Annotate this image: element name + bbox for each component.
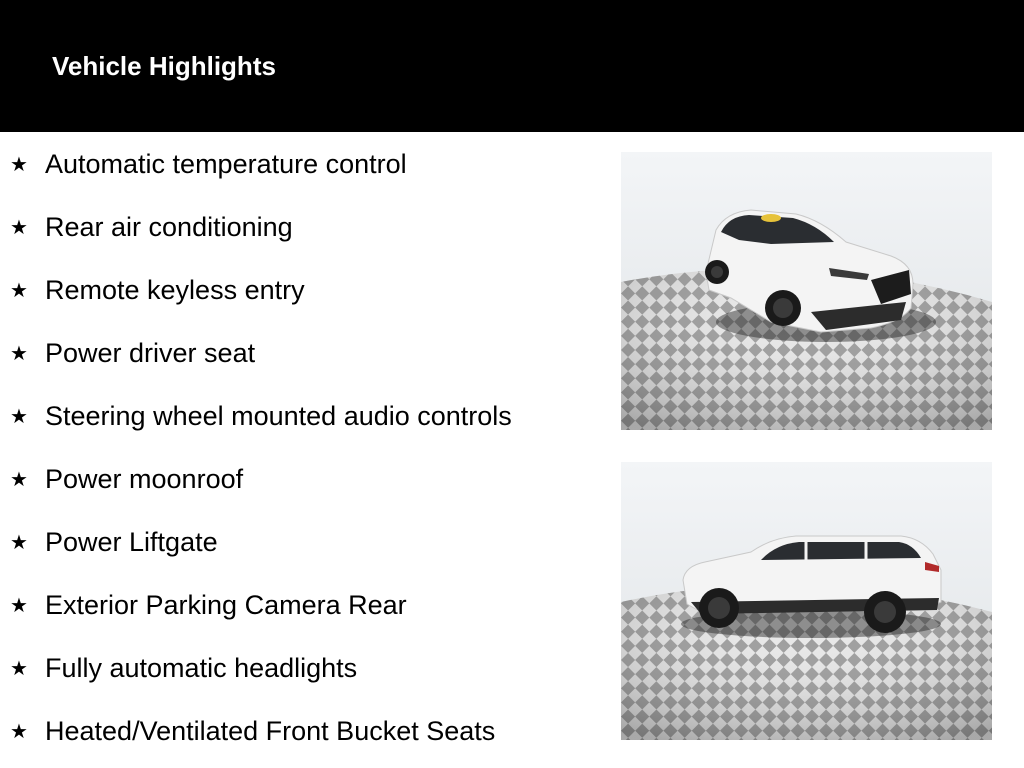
feature-label: Power moonroof: [45, 464, 244, 494]
list-item: [0, 148, 600, 188]
feature-label: Automatic temperature control: [45, 149, 407, 179]
star-icon: ★: [10, 467, 28, 491]
star-icon: ★: [10, 593, 28, 617]
list-item: [0, 589, 600, 629]
list-item: [0, 526, 600, 566]
star-icon: ★: [10, 656, 28, 680]
feature-label: Heated/Ventilated Front Bucket Seats: [45, 716, 496, 746]
list-item: [0, 211, 600, 251]
star-icon: ★: [10, 152, 28, 176]
list-item: [0, 463, 600, 503]
feature-label: Power Liftgate: [45, 527, 218, 557]
star-icon: ★: [10, 530, 28, 554]
vehicle-photo-front: [621, 152, 992, 430]
feature-label: Steering wheel mounted audio controls: [45, 401, 512, 431]
star-icon: ★: [10, 215, 28, 239]
list-item: [0, 715, 600, 755]
feature-label: Exterior Parking Camera Rear: [45, 590, 407, 620]
vehicle-side-image: [621, 462, 992, 740]
header-banner: [0, 0, 1024, 132]
star-icon: ★: [10, 719, 28, 743]
star-icon: ★: [10, 404, 28, 428]
feature-label: Fully automatic headlights: [45, 653, 358, 683]
feature-label: Rear air conditioning: [45, 212, 293, 242]
list-item: [0, 337, 600, 377]
vehicle-photo-side: [621, 462, 992, 740]
star-icon: ★: [10, 278, 28, 302]
list-item: [0, 274, 600, 314]
feature-label: Remote keyless entry: [45, 275, 305, 305]
list-item: [0, 652, 600, 692]
vehicle-front-image: [621, 152, 992, 430]
list-item: [0, 400, 600, 440]
feature-label: Power driver seat: [45, 338, 256, 368]
page-title: Vehicle Highlights: [52, 51, 276, 81]
star-icon: ★: [10, 341, 28, 365]
